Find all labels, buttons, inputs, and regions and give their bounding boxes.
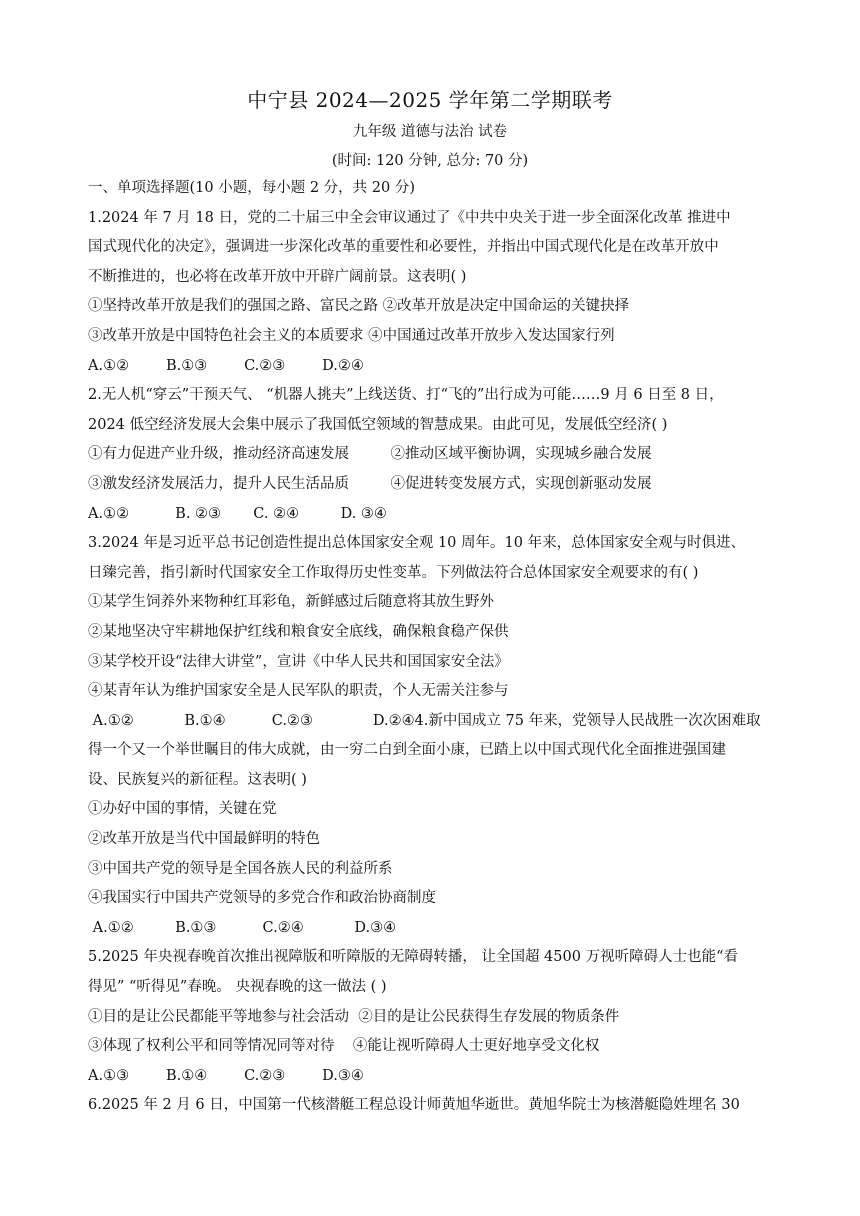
question-3-option-3: ③某学校开设“法律大讲堂”，宣讲《中华人民共和国国家安全法》: [88, 653, 509, 670]
question-4-option-1: ①办好中国的事情，关键在党: [88, 801, 277, 818]
section-heading: 一、单项选择题(10 小题，每小题 2 分，共 20 分): [88, 180, 415, 196]
exam-subtitle: 九年级 道德与法治 试卷: [352, 124, 508, 140]
question-4-line-2: 得一个又一个举世瞩目的伟大成就，由一穷二白到全面小康，已踏上以中国式现代化全面推进强国建: [88, 742, 726, 759]
question-1-line-3: 不断推进的，也必将在改革开放中开辟广阔前景。这表明( ): [88, 268, 467, 285]
exam-title: 中宁县 2024—2025 学年第二学期联考: [247, 88, 613, 112]
question-5-line-2: 得见” “听得见”春晚。 央视春晚的这一做法 ( ): [88, 979, 387, 996]
exam-time-score: (时间: 120 分钟, 总分: 70 分): [331, 153, 529, 169]
question-4-option-3: ③中国共产党的领导是全国各族人民的利益所系: [88, 860, 393, 877]
question-3-line-1: 3.2024 年是习近平总书记创造性提出总体国家安全观 10 周年。10 年来，总体国家安全观与时俱进、: [88, 535, 746, 552]
exam-content: [88, 174, 764, 1121]
question-6-line-1: 6.2025 年 2 月 6 日，中国第一代核潜艇工程总设计师黄旭华逝世。黄旭华院士为核潜艇隐姓埋名 30: [88, 1097, 740, 1114]
question-2-line-2: 2024 低空经济发展大会集中展示了我国低空领域的智慧成果。由此可见，发展低空经济( ): [88, 416, 668, 433]
question-4-option-2: ②改革开放是当代中国最鲜明的特色: [88, 831, 320, 848]
question-4-line-3: 设、民族复兴的新征程。这表明( ): [88, 771, 307, 788]
question-3-line-2: 日臻完善，指引新时代国家安全工作取得历史性变革。下列做法符合总体国家安全观要求的有( ): [88, 564, 699, 581]
question-5-line-1: 5.2025 年央视春晚首次推出视障版和听障版的无障碍转播， 让全国超 4500 万视听障碍人士也能“看: [88, 949, 738, 966]
question-1-line-1: 1.2024 年 7 月 18 日，党的二十届三中全会审议通过了《中共中央关于进一步全面深化改革 推进中: [88, 209, 731, 226]
question-5-option-row-1: ①目的是让公民都能平等地参与社会活动 ②目的是让公民获得生存发展的物质条件: [88, 1008, 620, 1025]
question-5-answers: A.①③ B.①④ C.②③ D.③④: [88, 1067, 364, 1084]
question-1-answers: A.①② B.①③ C.②③ D.②④: [88, 357, 364, 374]
question-2-answers: A.①② B. ②③ C. ②④ D. ③④: [88, 505, 387, 522]
question-3-option-4: ④某青年认为维护国家安全是人民军队的职责，个人无需关注参与: [88, 683, 509, 700]
question-1-option-row-1: ①坚持改革开放是我们的强国之路、富民之路 ②改革开放是决定中国命运的关键抉择: [88, 298, 630, 315]
question-4-option-4: ④我国实行中国共产党领导的多党合作和政治协商制度: [88, 890, 436, 907]
question-3-option-2: ②某地坚决守牢耕地保护红线和粮食安全底线，确保粮食稳产保供: [88, 623, 509, 640]
question-3-option-1: ①某学生饲养外来物种红耳彩龟，新鲜感过后随意将其放生野外: [88, 594, 494, 611]
question-4-answers: A.①② B.①③ C.②④ D.③④: [88, 919, 397, 936]
question-5-option-row-2: ③体现了权利公平和同等情况同等对待 ④能让视听障碍人士更好地享受文化权: [88, 1038, 600, 1055]
question-2-line-1: 2.无人机“穿云”干预天气、 “机器人挑夫”上线送货、打“飞的”出行成为可能……9 月 6 日至 8 日，: [88, 387, 724, 404]
question-1-line-2: 国式现代化的决定》，强调进一步深化改革的重要性和必要性，并指出中国式现代化是在改革开放中: [88, 239, 719, 256]
question-2-option-row-1: ①有力促进产业升级，推动经济高速发展 ②推动区域平衡协调，实现城乡融合发展: [88, 446, 652, 463]
question-1-option-row-2: ③改革开放是中国特色社会主义的本质要求 ④中国通过改革开放步入发达国家行列: [88, 327, 615, 344]
question-2-option-row-2: ③激发经济发展活力，提升人民生活品质 ④促进转变发展方式，实现创新驱动发展: [88, 475, 652, 492]
question-4-line-1: A.①② B.①④ C.②③ D.②④4.新中国成立 75 年来，党领导人民战胜一次次困难取: [88, 712, 761, 729]
